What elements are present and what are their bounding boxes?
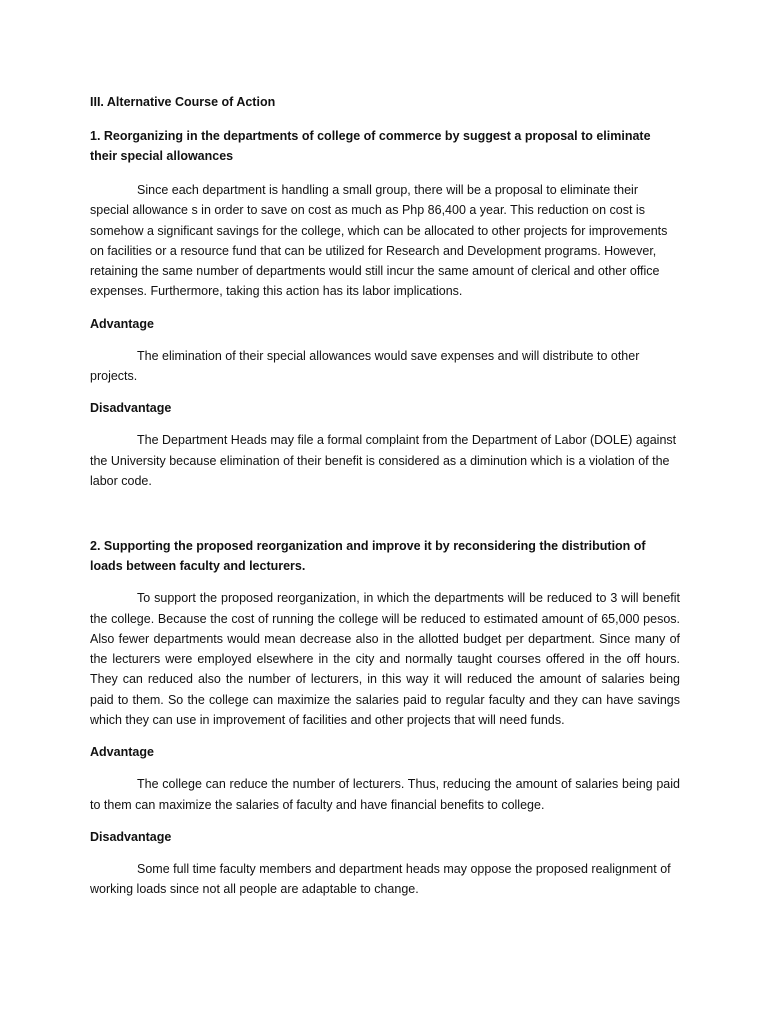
- alternative-2-disadvantage-label: Disadvantage: [90, 829, 172, 844]
- alternative-1-disadvantage-label: Disadvantage: [90, 401, 172, 416]
- alternative-2-title: 2. Supporting the proposed reorganization and improve it by reconsidering the distribution of loads between faculty and lecturers.: [90, 539, 646, 574]
- document-page: [90, 92, 680, 900]
- alternative-1-title: 1. Reorganizing in the departments of college of commerce by suggest a proposal to eliminate their special allowances: [90, 129, 651, 163]
- section-title: III. Alternative Course of Action: [90, 95, 276, 109]
- alternative-2-advantage-label: Advantage: [90, 745, 154, 760]
- alternative-2-body: To support the proposed reorganization, in which the departments will be reduced to 3 will benefit the college. Because the cost of running the college will be reduced to estimated amount of 65,000 pesos. Also fewer departments would mean decrease also in the allotted budget per department. Since many of the lecturers were employed elsewhere in the city and normally taught courses offered in the off hours. They can reduced also the number of lecturers, in this way it will reduced the amount of salaries being paid to them. So the college can maximize the salaries paid to regular faculty and they can have savings which they can use in improvement of facilities and other projects that will need funds.: [90, 591, 680, 728]
- alternative-1-advantage-text: The elimination of their special allowances would save expenses and will distribute to other projects.: [90, 348, 640, 384]
- alternative-1-advantage-label: Advantage: [90, 316, 154, 331]
- alternative-2-advantage-text: The college can reduce the number of lecturers. Thus, reducing the amount of salaries being paid to them can maximize the salaries of faculty and have financial benefits to college.: [90, 777, 680, 812]
- alternative-1-disadvantage-text: The Department Heads may file a formal complaint from the Department of Labor (DOLE) against the University because elimination of their benefit is considered as a diminution which is a violation of the labor code.: [90, 433, 677, 488]
- alternative-2-disadvantage-text: Some full time faculty members and department heads may oppose the proposed realignment of working loads since not all people are adaptable to change.: [90, 861, 671, 897]
- alternative-1-body: Since each department is handling a small group, there will be a proposal to eliminate their special allowance s in order to save on cost as much as Php 86,400 a year. This reduction on cost is somehow a significant savings for the college, which can be allocated to other projects for improvements on facilities or a resource fund that can be utilized for Research and Development programs. However, retaining the same number of departments would still incur the same amount of clerical and other office expenses. Furthermore, taking this action has its labor implications.: [90, 183, 668, 299]
